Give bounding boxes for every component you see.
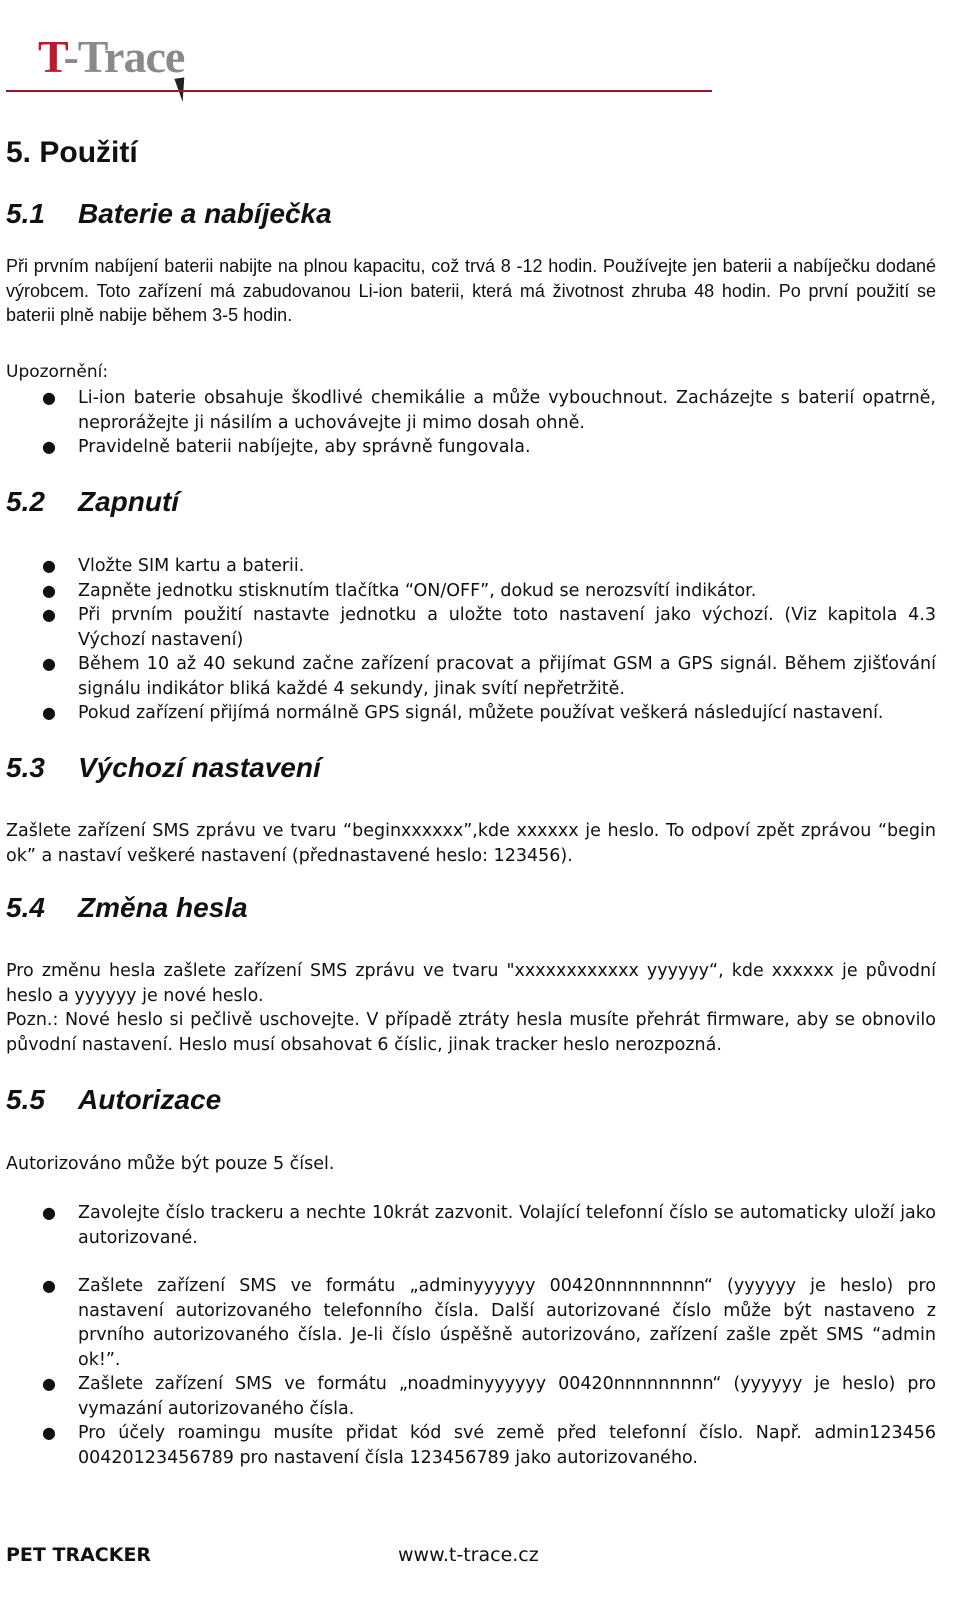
section-heading-5-2 [6,486,179,518]
header-divider [6,90,712,92]
list-item: ● Zapněte jednotku stisknutím tlačítka “ON/OFF”, dokud se nerozsvítí indikátor. [0,579,936,604]
bullet-icon: ● [42,703,56,722]
list-item: ● Během 10 až 40 sekund začne zařízení pracovat a přijímat GSM a GPS signál. Během zjišťování signálu indikátor bliká každé 4 sekundy, jinak svítí nepřetržitě. [42,654,936,699]
bullet-icon: ● [42,1203,56,1222]
bullet-icon: ● [42,1276,56,1295]
battery-paragraph: Při prvním nabíjení baterii nabijte na plnou kapacitu, což trvá 8 -12 hodin. Používejte jen baterii a nabíječku dodané výrobcem. Toto zařízení má zabudovanou Li-ion baterii, která má životnost zhruba 48 hodin. Po první použití se baterii plně nabije během 3-5 hodin. [6,256,936,325]
bullet-icon: ● [42,1374,56,1393]
list-item: ● Při prvním použití nastavte jednotku a uložte toto nastavení jako výchozí. (Viz kapitola 4.3 Výchozí nastavení) [42,605,936,650]
section-title: Baterie a nabíječka [78,198,332,229]
section-heading-5-3 [6,752,321,784]
list-item: ● Pravidelně baterii nabíjejte, aby správně fungovala. [0,435,936,460]
logo-letter-t: T [38,31,64,82]
bullet-icon: ● [42,437,56,456]
battery-warning-list [0,386,936,460]
section-number: 5.3 [6,752,45,783]
section-number: 5.1 [6,198,45,229]
authorization-sms-list [0,1274,936,1470]
bullet-icon: ● [42,1423,56,1442]
section-number: 5.2 [6,486,45,517]
section-number: 5.5 [6,1084,45,1115]
password-note-paragraph: Pozn.: Nové heslo si pečlivě uschovejte. V případě ztráty hesla musíte přehrát firmware, aby se obnovilo původní nastavení. Heslo musí obsahovat 6 číslic, jinak tracker heslo nerozpozná. [6,1010,936,1055]
warning-label: Upozornění: [6,362,109,382]
list-item: ● Zašlete zařízení SMS ve formátu „adminyyyyyy 00420nnnnnnnnn“ (yyyyyy je heslo) pro nastavení autorizovaného telefonního čísla. Další autorizované číslo může být nastaveno z prvního autorizovaného čísla. Je-li číslo úspěšně autorizováno, zařízení zašle zpět SMS “admin ok!”. [42,1276,936,1370]
section-title: Výchozí nastavení [78,752,321,783]
bullet-icon: ● [42,580,56,600]
authorization-paragraph: Autorizováno může být pouze 5 čísel. [6,1154,335,1174]
t-trace-logo [38,31,238,114]
section-number: 5.4 [6,892,45,923]
logo-word-trace: -Trace [63,31,185,82]
power-on-list [0,554,936,726]
bullet-icon: ● [42,388,56,407]
list-item: ● Pro účely roamingu musíte přidat kód své země před telefonní číslo. Např. admin123456 00420123456789 pro nastavení čísla 123456789 jako autorizovaného. [42,1423,936,1468]
list-item: ● Zašlete zařízení SMS ve formátu „noadminyyyyyy 00420nnnnnnnnn“ (yyyyyy je heslo) pro vymazání autorizovaného čísla. [42,1374,936,1419]
password-change-paragraph: Pro změnu hesla zašlete zařízení SMS zprávu ve tvaru "xxxxxxxxxxxx yyyyyy“, kde xxxxxx je původní heslo a yyyyyy je nové heslo. [6,961,936,1006]
section-title: Autorizace [78,1084,222,1115]
section-heading-5-5 [6,1084,221,1116]
footer-website: www.t-trace.cz [398,1544,539,1566]
default-settings-paragraph: Zašlete zařízení SMS zprávu ve tvaru “beginxxxxxx”,kde xxxxxx je heslo. To odpoví zpět zprávou “begin ok” a nastaví veškeré nastavení (přednastavené heslo: 123456). [6,821,936,866]
section-heading-5-4 [6,892,248,924]
page-title: 5. Použití [6,136,138,169]
bullet-icon: ● [42,556,56,575]
section-heading-5-1 [6,198,332,230]
bullet-icon: ● [42,654,56,673]
list-item: ● Zavolejte číslo trackeru a nechte 10krát zazvonit. Volající telefonní číslo se automaticky uloží jako autorizované. [42,1203,936,1248]
authorization-call-list [0,1201,936,1250]
list-item: ● Vložte SIM kartu a baterii. [0,554,936,579]
section-title: Změna hesla [78,892,248,923]
list-item: ● Pokud zařízení přijímá normálně GPS signál, můžete používat veškerá následující nastavení. [0,701,936,726]
footer-product-name: PET TRACKER [6,1544,152,1566]
section-title: Zapnutí [78,486,180,517]
bullet-icon: ● [42,605,56,624]
list-item: ● Li-ion baterie obsahuje škodlivé chemikálie a může vybouchnout. Zacházejte s baterií opatrně, neprorážejte ji násilím a uchovávejte ji mimo dosah ohně. [42,388,936,433]
